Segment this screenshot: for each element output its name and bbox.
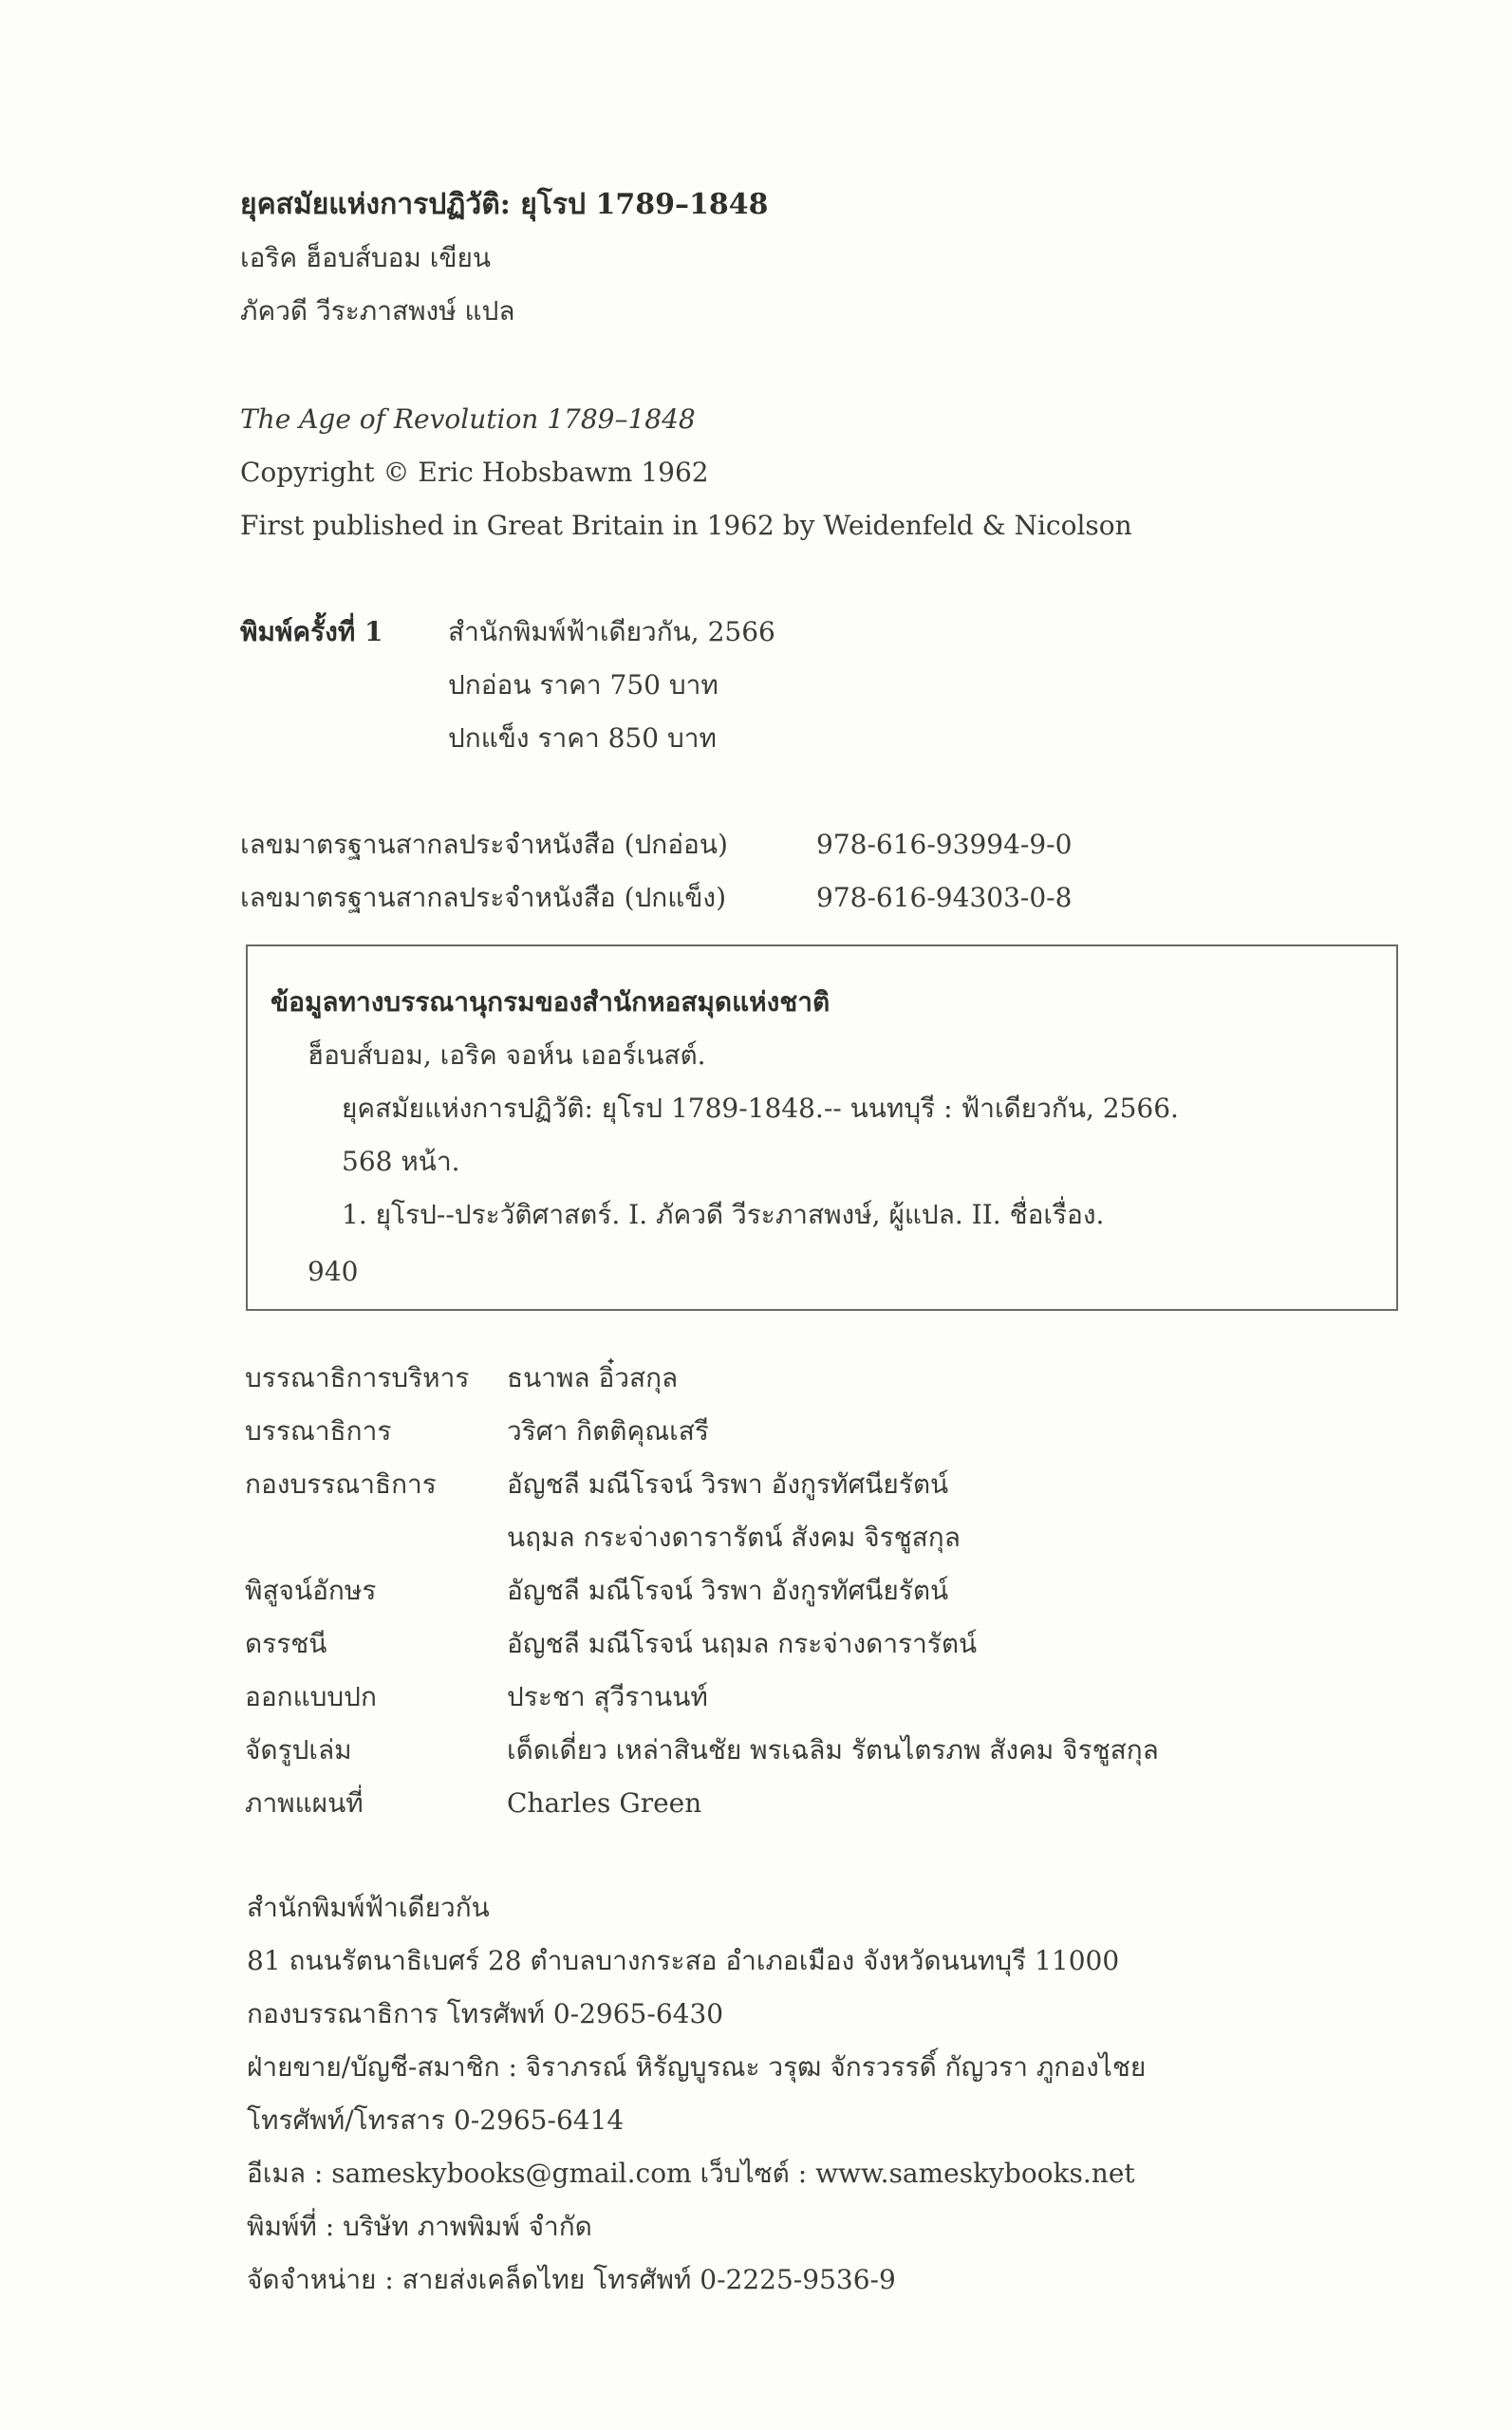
credit-names: อัญชลี มณีโรจน์ วิรพา อังกูรทัศนียรัตน์ <box>507 1468 949 1500</box>
cip-author-entry: ฮ็อบส์บอม, เอริค จอห์น เออร์เนสต์. <box>308 1039 706 1071</box>
sales-contacts: ฝ่ายขาย/บัญชี-สมาชิก : จิราภรณ์ หิรัญบูรณะ วรุฒ จักรวรรดิ์ กัญวรา ภูกองไชย <box>247 2051 1147 2083</box>
distributor: จัดจำหน่าย : สายส่งเคล็ดไทย โทรศัพท์ 0-2225-9536-9 <box>247 2264 896 2295</box>
cip-title-entry: ยุคสมัยแห่งการปฏิวัติ: ยุโรป 1789-1848.-- นนทบุรี : ฟ้าเดียวกัน, 2566. <box>342 1093 1179 1124</box>
credit-names: วริศา กิตติคุณเสรี <box>507 1415 709 1447</box>
credit-names: Charles Green <box>507 1787 702 1819</box>
credit-role: จัดรูปเล่ม <box>245 1734 352 1766</box>
edition-label: พิมพ์ครั้งที่ 1 <box>240 616 383 647</box>
credit-names: เด็ดเดี่ยว เหล่าสินชัย พรเฉลิม รัตนไตรภพ สังคม จิรชูสกุล <box>507 1734 1159 1766</box>
original-title: The Age of Revolution 1789–1848 <box>240 403 696 435</box>
credit-role: กองบรรณาธิการ <box>245 1468 437 1500</box>
publisher-name: สำนักพิมพ์ฟ้าเดียวกัน <box>247 1892 490 1923</box>
credit-role: ออกแบบปก <box>245 1681 377 1712</box>
editorial-phone: กองบรรณาธิการ โทรศัพท์ 0-2965-6430 <box>247 1998 724 2029</box>
isbn-hardcover-value: 978-616-94303-0-8 <box>816 882 1073 913</box>
credit-names: ประชา สุวีรานนท์ <box>507 1681 708 1712</box>
isbn-paperback-value: 978-616-93994-9-0 <box>816 829 1073 860</box>
credit-role: บรรณาธิการ <box>245 1415 392 1447</box>
printer: พิมพ์ที่ : บริษัท ภาพพิมพ์ จำกัด <box>247 2211 592 2242</box>
isbn-hardcover-label: เลขมาตรฐานสากลประจำหนังสือ (ปกแข็ง) <box>240 882 726 913</box>
cip-classification: 940 <box>308 1256 359 1287</box>
credit-role: ภาพแผนที่ <box>245 1787 364 1819</box>
publisher-address: 81 ถนนรัตนาธิเบศร์ 28 ตำบลบางกระสอ อำเภอเมือง จังหวัดนนทบุรี 11000 <box>247 1945 1120 1976</box>
isbn-paperback-label: เลขมาตรฐานสากลประจำหนังสือ (ปกอ่อน) <box>240 829 728 860</box>
credit-role: บรรณาธิการบริหาร <box>245 1362 470 1393</box>
credit-names: ธนาพล อิ๋วสกุล <box>507 1362 679 1393</box>
credit-names: อัญชลี มณีโรจน์ วิรพา อังกูรทัศนียรัตน์ <box>507 1575 949 1606</box>
email-website: อีเมล : sameskybooks@gmail.com เว็บไซต์ : www.sameskybooks.net <box>247 2158 1135 2189</box>
first-published-line: First published in Great Britain in 1962 by Weidenfeld & Nicolson <box>240 510 1132 541</box>
credit-names: อัญชลี มณีโรจน์ นฤมล กระจ่างดารารัตน์ <box>507 1628 978 1659</box>
author-line: เอริค ฮ็อบส์บอม เขียน <box>240 242 492 273</box>
credit-role: พิสูจน์อักษร <box>245 1575 377 1606</box>
cip-pages: 568 หน้า. <box>342 1146 460 1177</box>
cip-subjects: 1. ยุโรป--ประวัติศาสตร์. I. ภัควดี วีระภาสพงษ์, ผู้แปล. II. ชื่อเรื่อง. <box>342 1199 1105 1230</box>
thai-title: ยุคสมัยแห่งการปฏิวัติ: ยุโรป 1789–1848 <box>240 188 769 221</box>
credit-role: ดรรชนี <box>245 1628 327 1659</box>
edition-publisher: สำนักพิมพ์ฟ้าเดียวกัน, 2566 <box>448 616 775 647</box>
cip-heading: ข้อมูลทางบรรณานุกรมของสำนักหอสมุดแห่งชาติ <box>271 986 831 1018</box>
credit-names: นฤมล กระจ่างดารารัตน์ สังคม จิรชูสกุล <box>507 1522 961 1553</box>
translator-line: ภัควดี วีระภาสพงษ์ แปล <box>240 295 515 327</box>
paperback-price: ปกอ่อน ราคา 750 บาท <box>448 669 719 701</box>
sales-phone: โทรศัพท์/โทรสาร 0-2965-6414 <box>247 2104 625 2136</box>
hardcover-price: ปกแข็ง ราคา 850 บาท <box>448 722 717 754</box>
copyright-line: Copyright © Eric Hobsbawm 1962 <box>240 457 709 488</box>
